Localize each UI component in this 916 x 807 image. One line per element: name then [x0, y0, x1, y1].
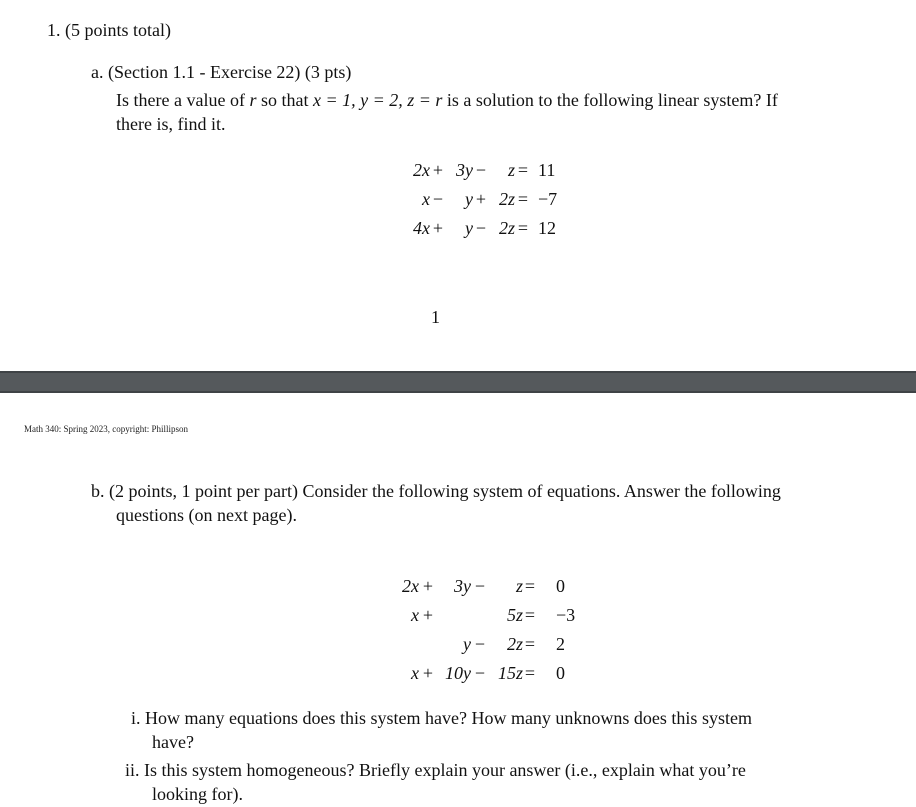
question-1-header: 1. (5 points total): [47, 20, 171, 40]
equation-3-c2: y: [463, 634, 471, 654]
equation-2-c1: x: [422, 189, 430, 209]
equation-2-c3: 2z: [498, 189, 515, 209]
equation-4-eq: =: [524, 663, 536, 683]
part-a-text: Is there a value of: [116, 90, 250, 110]
equation-4-o2: −: [474, 663, 486, 683]
equation-2-rhs: −3: [556, 605, 576, 625]
equation-4-c1: x: [411, 663, 419, 683]
equation-3-c2: y: [465, 218, 473, 238]
equation-3-c3: 2z: [506, 634, 523, 654]
equation-4-o1: +: [422, 663, 434, 683]
equation-3-c1: 4x: [413, 218, 430, 238]
equation-1-rhs: 11: [538, 160, 556, 180]
equation-1-c3: z: [507, 160, 515, 180]
part-b-line-1: b. (2 points, 1 point per part) Consider the following system of equations. Answer the following: [91, 481, 781, 501]
item-i-line-1: i. How many equations does this system have? How many unknowns does this system: [131, 708, 752, 728]
equation-4-c2: 10y: [445, 663, 471, 683]
equation-2-c2: y: [465, 189, 473, 209]
equation-1-o1: +: [432, 160, 444, 180]
equation-1-o2: −: [474, 576, 486, 596]
running-header: Math 340: Spring 2023, copyright: Phillipson: [24, 424, 189, 434]
equation-3-o1: +: [432, 218, 444, 238]
part-a-question-line-2: there is, find it.: [116, 114, 226, 134]
equation-2-rhs: −7: [538, 189, 558, 209]
item-ii-line-1: ii. Is this system homogeneous? Briefly explain your answer (i.e., explain what you’re: [125, 760, 746, 780]
equation-2-eq: =: [524, 605, 536, 625]
equation-1-o2: −: [475, 160, 487, 180]
equation-1-c2: 3y: [454, 576, 471, 596]
equation-3-eq: =: [524, 634, 536, 654]
item-i-line-2: have?: [152, 732, 194, 752]
equation-3-o2: −: [474, 634, 486, 654]
equation-3-eq: =: [517, 218, 529, 238]
equation-2-o1: −: [432, 189, 444, 209]
equation-2-o1: +: [422, 605, 434, 625]
equation-3-rhs: 12: [538, 218, 556, 238]
part-a-header: a. (Section 1.1 - Exercise 22) (3 pts): [91, 62, 352, 82]
equation-2-c1: x: [411, 605, 419, 625]
equation-1-eq: =: [524, 576, 536, 596]
equation-1-c2: 3y: [456, 160, 473, 180]
equation-2-o2: +: [475, 189, 487, 209]
page-divider: [0, 371, 916, 393]
equation-1-eq: =: [517, 160, 529, 180]
page-number: 1: [431, 307, 440, 327]
equation-1-o1: +: [422, 576, 434, 596]
equation-3-o2: −: [475, 218, 487, 238]
part-a-text: so that: [256, 90, 313, 110]
equation-1-c1: 2x: [413, 160, 430, 180]
part-a-question-line-1: [116, 90, 778, 111]
equation-2-c3: 5z: [506, 605, 523, 625]
equation-4-rhs: 0: [556, 663, 565, 683]
equation-1-rhs: 0: [556, 576, 565, 596]
part-b-line-2: questions (on next page).: [116, 505, 297, 525]
item-ii-line-2: looking for).: [152, 784, 243, 804]
equation-1-c1: 2x: [402, 576, 419, 596]
part-a-text: is a solution to the following linear system? If: [442, 90, 778, 110]
equation-1-c3: z: [515, 576, 523, 596]
equation-2-eq: =: [517, 189, 529, 209]
equation-3-c3: 2z: [498, 218, 515, 238]
equation-3-rhs: 2: [556, 634, 565, 654]
variable-r: r: [249, 90, 257, 110]
solution-condition: x = 1, y = 2, z = r: [312, 90, 443, 110]
equation-4-c3: 15z: [497, 663, 523, 683]
